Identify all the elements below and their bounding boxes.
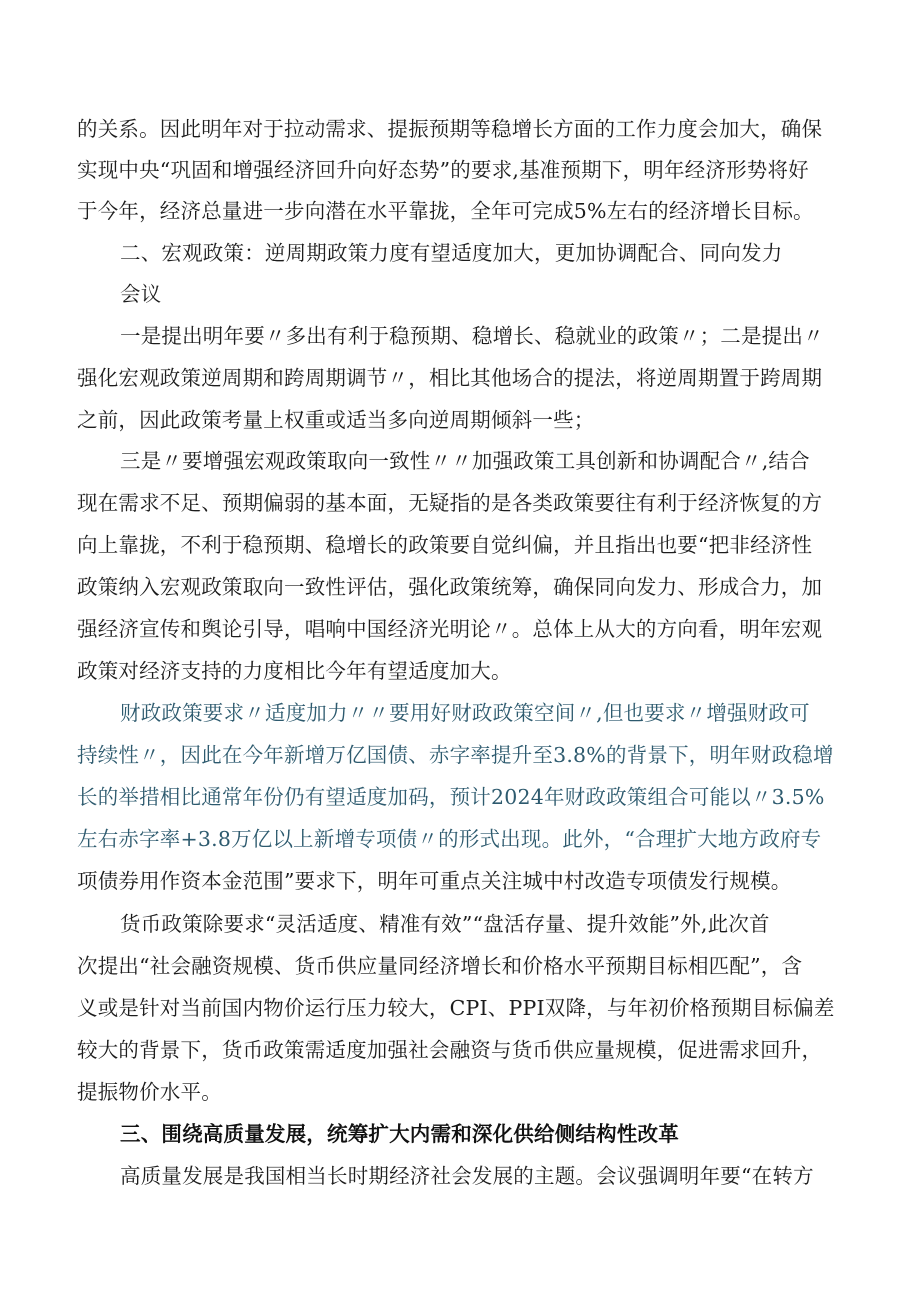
text-line-23: 较大的背景下，货币政策需适度加强社会融资与货币供应量规模，促进需求回升， [77,1038,823,1062]
text-line-3: 于今年，经济总量进一步向潜在水平靠拢，全年可完成5%左右的经济增长目标。 [77,199,814,223]
text-line-26: 高质量发展是我国相当长时期经济社会发展的主题。会议强调明年要“在转方 [120,1164,814,1188]
text-line-14: 政策对经济支持的力度相比今年有望适度加大。 [77,659,512,683]
text-line-21: 次提出“社会融资规模、货币供应量同经济增长和价格水平预期目标相匹配”，含 [77,954,803,978]
text-line-2: 实现中央“巩固和增强经济回升向好态势”的要求,基准预期下，明年经济形势将好 [77,158,809,182]
section-heading-2: 二、宏观政策：逆周期政策力度有望适度加大，更加协调配合、同向发力 [120,241,783,265]
text-line-13: 强经济宣传和舆论引导，唱响中国经济光明论〃。总体上从大的方向看，明年宏观 [77,617,823,641]
text-line-12: 政策纳入宏观政策取向一致性评估，强化政策统筹，确保同向发力、形成合力，加 [77,575,823,599]
text-line-7: 强化宏观政策逆周期和跨周期调节〃，相比其他场合的提法，将逆周期置于跨周期 [77,366,823,390]
text-line-20: 货币政策除要求“灵活适度、精准有效”“盘活存量、提升效能”外,此次首 [120,912,770,936]
text-line-6: 一是提出明年要〃多出有利于稳预期、稳增长、稳就业的政策〃；二是提出〃 [120,324,824,348]
text-line-17: 长的举措相比通常年份仍有望适度加码，预计2024年财政政策组合可能以〃3.5% [77,785,825,809]
text-line-11: 向上靠拢，不利于稳预期、稳增长的政策要自觉纠偏，并且指出也要“把非经济性 [77,533,813,557]
text-line-19: 项债券用作资本金范围”要求下，明年可重点关注城中村改造专项债发行规模。 [77,869,792,893]
text-line-8: 之前，因此政策考量上权重或适当多向逆周期倾斜一些； [77,408,595,432]
text-line-1: 的关系。因此明年对于拉动需求、提振预期等稳增长方面的工作力度会加大，确保 [77,117,823,141]
text-line-24: 提振物价水平。 [77,1080,222,1104]
text-line-9: 三是〃要增强宏观政策取向一致性〃〃加强政策工具创新和协调配合〃,结合 [120,449,810,473]
text-line-18: 左右赤字率+3.8万亿以上新增专项债〃的形式出现。此外，“合理扩大地方政府专 [77,827,822,851]
text-line-16: 持续性〃，因此在今年新增万亿国债、赤字率提升至3.8%的背景下，明年财政稳增 [77,743,834,767]
text-line-15: 财政政策要求〃适度加力〃〃要用好财政政策空间〃,但也要求〃增强财政可 [120,701,810,725]
section-heading-3: 三、围绕高质量发展，统筹扩大内需和深化供给侧结构性改革 [120,1122,679,1146]
text-line-22: 义或是针对当前国内物价运行压力较大，CPI、PPI双降，与年初价格预期目标偏差 [77,996,835,1020]
text-line-5: 会议 [120,282,162,306]
text-line-10: 现在需求不足、预期偏弱的基本面，无疑指的是各类政策要往有利于经济恢复的方 [77,491,823,515]
